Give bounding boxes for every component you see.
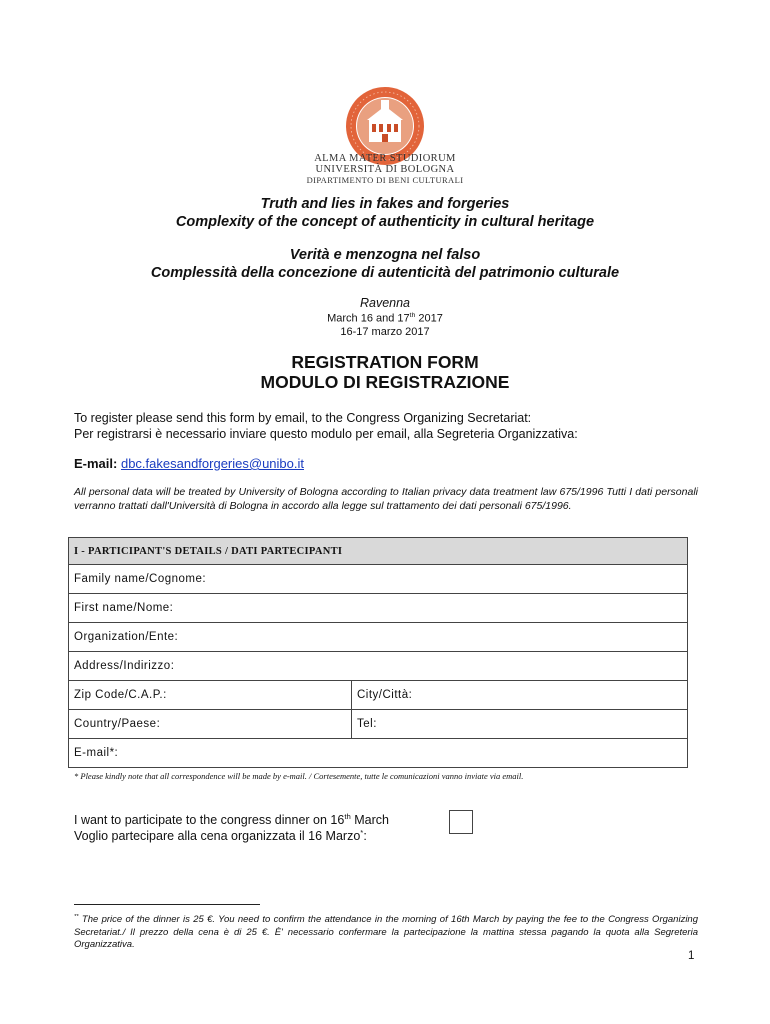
dinner-question-it: Voglio partecipare alla cena organizzata il 16 Marzo*: [74, 828, 367, 844]
title-en-line-2: Complexity of the concept of authenticity in cultural heritage [175, 214, 595, 230]
event-dates-it: 16-17 marzo 2017 [340, 326, 430, 338]
email-field-label: E-mail*: [74, 747, 119, 759]
address-label: Address/Indirizzo: [74, 660, 175, 672]
participant-details-table [68, 537, 688, 768]
title-it-line-2: Complessità della concezione di autenticità del patrimonio culturale [150, 265, 620, 281]
form-title-en: REGISTRATION FORM [291, 352, 479, 372]
country-label: Country/Paese: [74, 718, 161, 730]
institution-line-1: ALMA MATER STUDIORUM [314, 153, 456, 164]
organization-label: Organization/Ente: [74, 631, 179, 643]
footnote-text: The price of the dinner is 25 €. You need to confirm the attendance in the morning of 16th March by paying the fee to the Congress Organizing Secretariat./ Il prezzo della cena è di 25 €. È' necessario confermare la partecipazione la mattina stessa pagando la quota alla Segreteria Organizzativa. [74, 914, 698, 951]
institution-line-2: UNIVERSITÀ DI BOLOGNA [315, 164, 455, 175]
footnote [74, 911, 698, 952]
title-en-line-1: Truth and lies in fakes and forgeries [260, 196, 510, 212]
correspondence-note: * Please kindly note that all correspondence will be made by e-mail. / Cortesemente, tutte le comunicazioni vanno inviate via email. [74, 771, 524, 781]
zip-field[interactable] [69, 681, 352, 710]
family-name-field[interactable] [69, 565, 688, 594]
email-link[interactable]: dbc.fakesandforgeries@unibo.it [120, 456, 304, 471]
city-label: City/Città: [357, 689, 413, 701]
zip-label: Zip Code/C.A.P.: [74, 689, 167, 701]
title-it-line-1: Verità e menzogna nel falso [289, 247, 481, 263]
dinner-checkbox[interactable] [449, 810, 473, 834]
family-name-label: Family name/Cognome: [74, 573, 207, 585]
email-line [74, 456, 304, 471]
form-title-it: MODULO DI REGISTRAZIONE [260, 372, 510, 392]
tel-field[interactable] [352, 710, 688, 739]
footnote-marker: ** [74, 914, 79, 920]
footnote-divider [74, 904, 260, 905]
first-name-field[interactable] [69, 594, 688, 623]
page-number: 1 [688, 950, 695, 962]
organization-field[interactable] [69, 623, 688, 652]
privacy-notice: All personal data will be treated by University of Bologna according to Italian privacy data treatment law 675/1996 Tutti I dati personali verranno trattati dall'Università di Bologna in accordo alla legge sul trattamento dei dati personali 675/1996. [74, 486, 698, 512]
tel-label: Tel: [357, 718, 377, 730]
event-dates-en: March 16 and 17th 2017 [327, 312, 443, 325]
instructions-en: To register please send this form by email, to the Congress Organizing Secretariat: [74, 411, 532, 425]
city-field[interactable] [352, 681, 688, 710]
institution-department: DIPARTIMENTO DI BENI CULTURALI [306, 175, 464, 185]
first-name-label: First name/Nome: [74, 602, 174, 614]
email-field[interactable] [69, 739, 688, 768]
instructions-it: Per registrarsi è necessario inviare questo modulo per email, alla Segreteria Organizzativa: [74, 427, 578, 441]
event-city: Ravenna [359, 296, 411, 310]
table-header: I - PARTICIPANT'S DETAILS / DATI PARTECIPANTI [69, 538, 688, 565]
country-field[interactable] [69, 710, 352, 739]
dinner-question-en: I want to participate to the congress dinner on 16th March [74, 812, 389, 828]
email-label: E-mail: [74, 456, 118, 471]
address-field[interactable] [69, 652, 688, 681]
